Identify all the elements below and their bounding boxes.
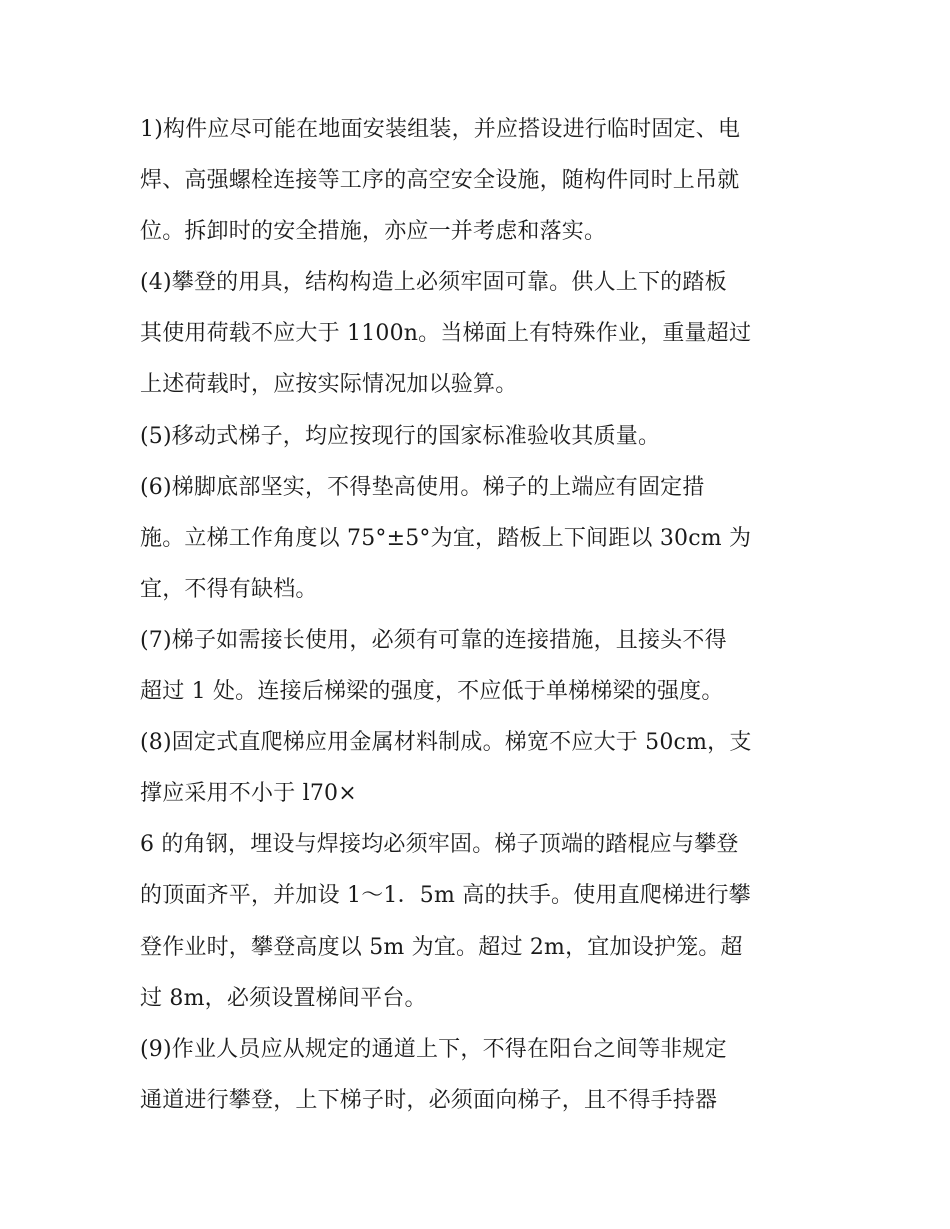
text-line: 上述荷载时，应按实际情况加以验算。 [140, 372, 518, 398]
text-line: 通道进行攀登，上下梯子时，必须面向梯子，且不得手持器 [140, 1087, 718, 1113]
text-line: 其使用荷载不应大于 1100n。当梯面上有特殊作业，重量超过 [140, 321, 752, 347]
text-line: 6 的角钢，埋设与焊接均必须牢固。梯子顶端的踏棍应与攀登 [140, 832, 739, 858]
text-line: 登作业时，攀登高度以 5m 为宜。超过 2m，宜加设护笼。超 [140, 934, 743, 960]
text-line: (5)移动式梯子，均应按现行的国家标准验收其质量。 [140, 423, 661, 449]
text-line: (6)梯脚底部坚实，不得垫高使用。梯子的上端应有固定措 [140, 474, 705, 500]
text-line: 焊、高强螺栓连接等工序的高空安全设施，随构件同时上吊就 [140, 168, 740, 194]
text-line: 撑应采用不小于 l70× [140, 781, 357, 807]
text-line: 1)构件应尽可能在地面安装组装，并应搭设进行临时固定、电 [140, 117, 741, 142]
text-line: (9)作业人员应从规定的通道上下，不得在阳台之间等非规定 [140, 1036, 727, 1062]
text-line: (8)固定式直爬梯应用金属材料制成。梯宽不应大于 50cm，支 [140, 730, 752, 756]
text-line: (7)梯子如需接长使用，必须有可靠的连接措施，且接头不得 [140, 627, 727, 653]
text-line: (4)攀登的用具，结构构造上必须牢固可靠。供人上下的踏板 [140, 270, 727, 296]
text-line: 施。立梯工作角度以 75°±5°为宜，踏板上下间距以 30cm 为 [140, 525, 752, 551]
text-line: 过 8m，必须设置梯间平台。 [140, 985, 427, 1011]
text-line: 的顶面齐平，并加设 1～1．5m 高的扶手。使用直爬梯进行攀 [140, 883, 751, 909]
text-line: 宜，不得有缺档。 [140, 576, 318, 602]
text-line: 超过 1 处。连接后梯梁的强度，不应低于单梯梯梁的强度。 [140, 679, 724, 705]
text-line: 位。拆卸时的安全措施，亦应一并考虑和落实。 [140, 219, 607, 245]
document-body [140, 104, 820, 1126]
